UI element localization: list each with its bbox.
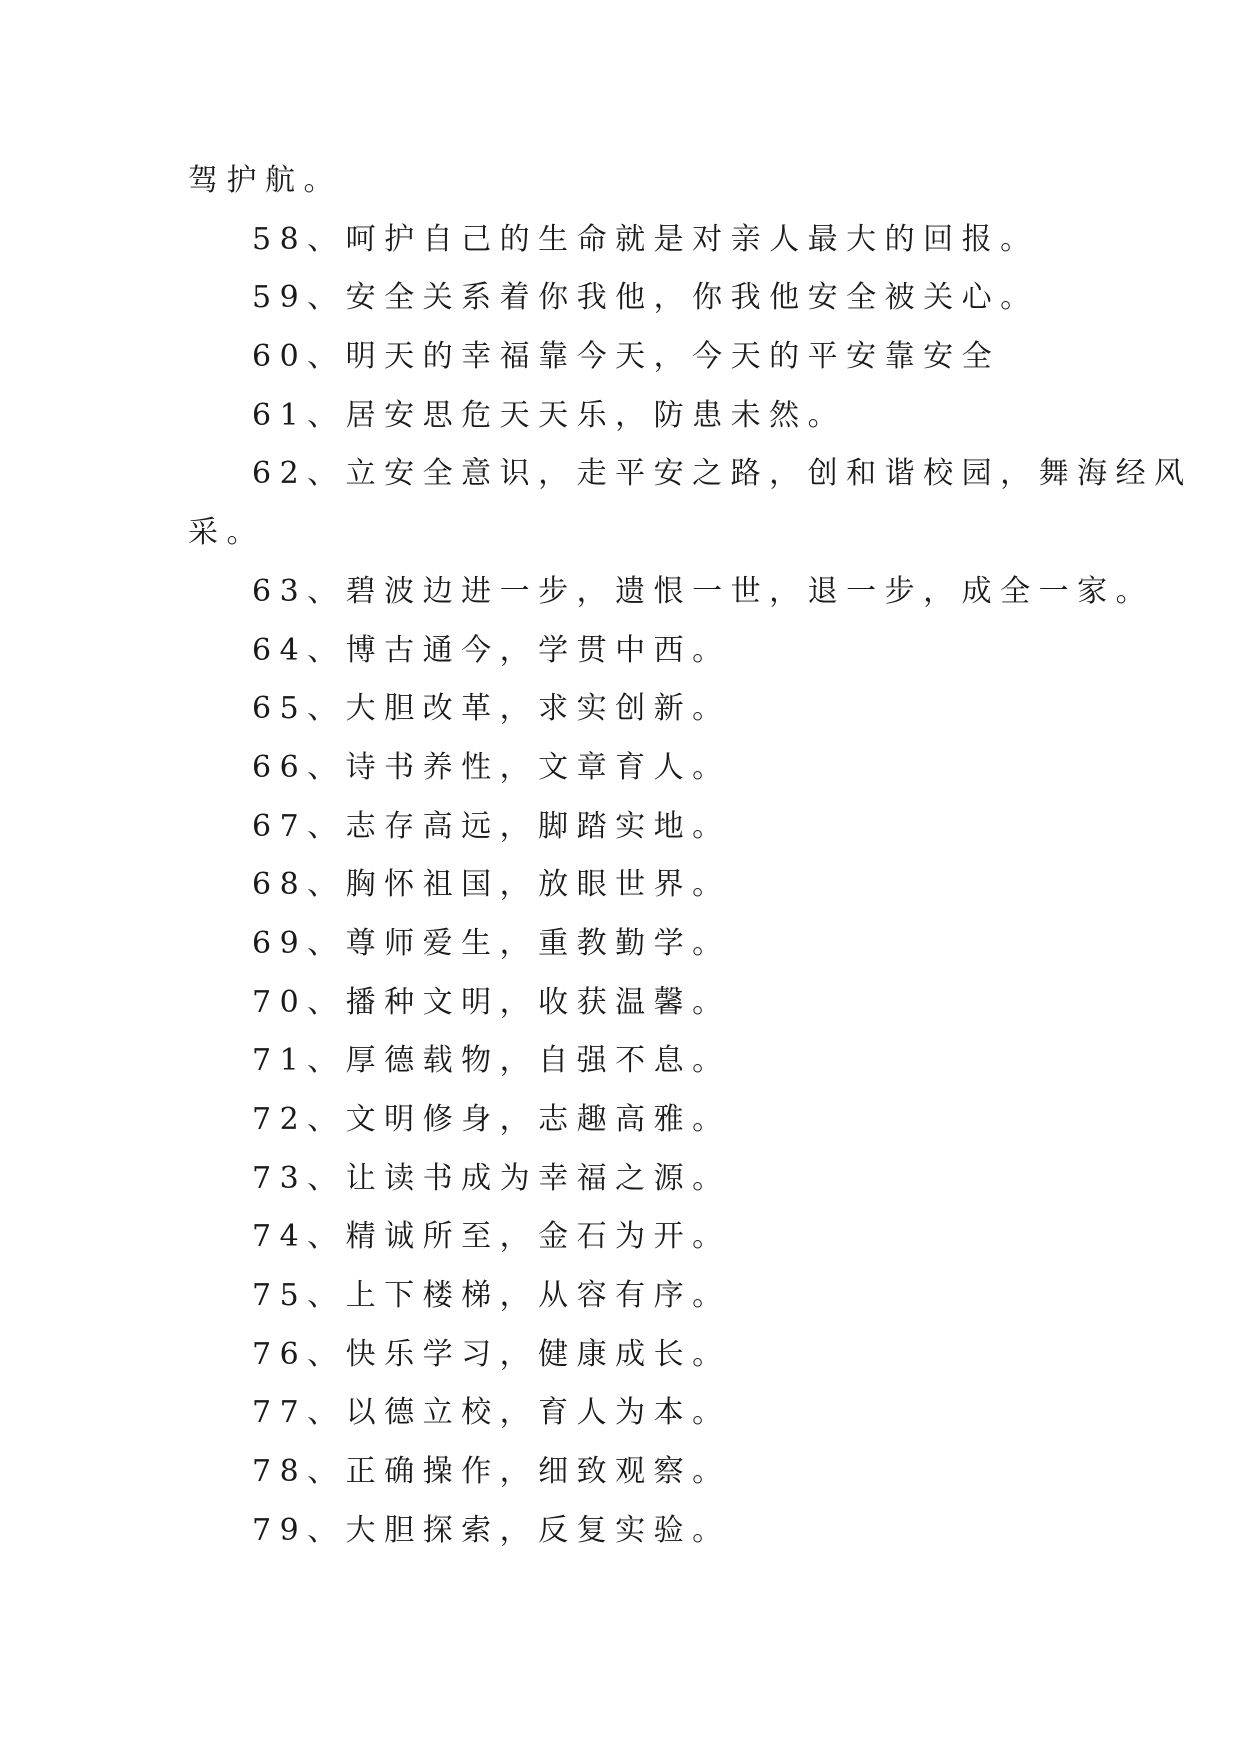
- slogan-64: 64、博古通今，学贯中西。: [252, 632, 731, 668]
- slogan-62-continuation: 采。: [188, 515, 265, 551]
- slogan-75: 75、上下楼梯，从容有序。: [252, 1278, 731, 1314]
- slogan-77: 77、以德立校，育人为本。: [252, 1395, 731, 1431]
- slogan-69: 69、尊师爱生，重教勤学。: [252, 925, 731, 961]
- slogan-68: 68、胸怀祖国，放眼世界。: [252, 867, 731, 903]
- slogan-66: 66、诗书养性，文章育人。: [252, 749, 731, 785]
- continuation-line: 驾护航。: [188, 163, 342, 198]
- slogan-58: 58、呵护自己的生命就是对亲人最大的回报。: [252, 221, 1039, 257]
- slogan-60: 60、明天的幸福靠今天，今天的平安靠安全: [252, 339, 1001, 375]
- document-body: [188, 152, 1193, 1561]
- slogan-59: 59、安全关系着你我他，你我他安全被关心。: [252, 280, 1039, 316]
- slogan-72: 72、文明修身，志趣高雅。: [252, 1102, 731, 1137]
- slogan-74: 74、精诚所至，金石为开。: [252, 1219, 731, 1255]
- slogan-76: 76、快乐学习，健康成长。: [252, 1336, 731, 1372]
- slogan-67: 67、志存高远，脚踏实地。: [252, 808, 731, 844]
- slogan-63: 63、碧波边进一步，遗恨一世，退一步，成全一家。: [252, 573, 1155, 609]
- slogan-62: 62、立安全意识，走平安之路，创和谐校园，舞海经风: [252, 456, 1193, 492]
- slogan-65: 65、大胆改革，求实创新。: [252, 691, 731, 727]
- slogan-79: 79、大胆探索，反复实验。: [252, 1512, 731, 1548]
- slogan-78: 78、正确操作，细致观察。: [252, 1454, 731, 1490]
- slogan-73: 73、让读书成为幸福之源。: [252, 1160, 731, 1196]
- slogan-71: 71、厚德载物，自强不息。: [252, 1043, 731, 1079]
- slogan-70: 70、播种文明，收获温馨。: [252, 984, 731, 1020]
- slogan-61: 61、居安思危天天乐，防患未然。: [252, 397, 847, 433]
